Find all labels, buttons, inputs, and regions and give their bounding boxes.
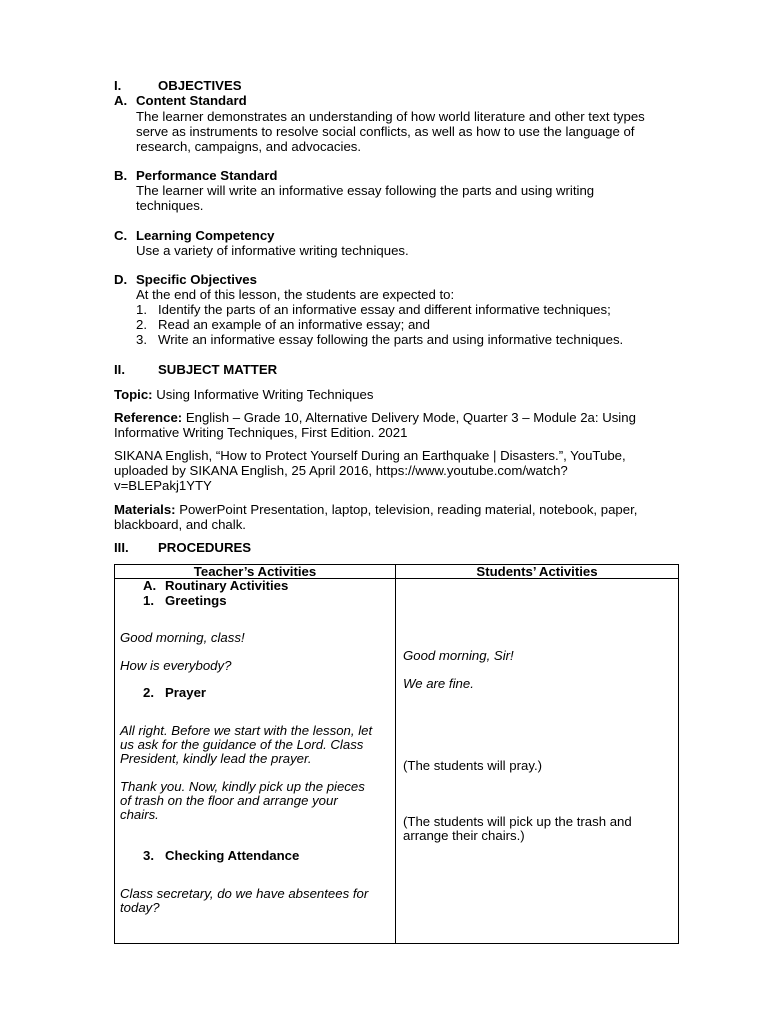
checking-attendance-heading: 3. Checking Attendance (143, 848, 300, 863)
students-activities-header: Students’ Activities (396, 565, 679, 579)
sikana-reference-line: v=BLEPakj1YTY (114, 478, 212, 493)
learning-competency-line: Use a variety of informative writing techniques. (136, 243, 409, 258)
performance-standard-heading: B. Performance Standard (114, 168, 278, 183)
specific-objective-item: 1. Identify the parts of an informative essay and different informative techniques; (136, 302, 611, 317)
students-answer: We are fine. (403, 676, 474, 691)
teacher-question: How is everybody? (120, 658, 232, 673)
materials-line: blackboard, and chalk. (114, 517, 246, 532)
reference-line: Informative Writing Techniques, First Edition. 2021 (114, 425, 408, 440)
students-activities-cell (396, 579, 679, 944)
sikana-reference-line: SIKANA English, “How to Protect Yourself During an Earthquake | Disasters.”, YouTube, (114, 448, 626, 463)
specific-objective-item: 3. Write an informative essay following the parts and using informative techniques. (136, 332, 624, 347)
teacher-prayer-line: President, kindly lead the prayer. (120, 751, 312, 766)
prayer-heading: 2. Prayer (143, 685, 207, 700)
teacher-attendance-line: Class secretary, do we have absentees for (120, 886, 369, 901)
greetings-heading: 1. Greetings (143, 593, 227, 608)
objectives-heading (114, 78, 242, 93)
routinary-activities-heading: A. Routinary Activities (143, 578, 289, 593)
teacher-activities-cell (115, 579, 396, 944)
section-title: OBJECTIVES (158, 78, 242, 93)
teacher-prayer-line: All right. Before we start with the lesson, let (120, 723, 373, 738)
content-standard-line: research, campaigns, and advocacies. (136, 139, 362, 154)
topic-line: Topic: Using Informative Writing Techniques (114, 387, 374, 402)
teacher-attendance-line: today? (120, 900, 160, 915)
teacher-trash-line: chairs. (120, 807, 159, 822)
procedures-table (114, 564, 679, 944)
teacher-activities-header: Teacher’s Activities (115, 565, 396, 579)
students-trash-line: (The students will pick up the trash and (403, 814, 632, 829)
teacher-trash-line: Thank you. Now, kindly pick up the pieces (120, 779, 365, 794)
performance-standard-line: The learner will write an informative essay following the parts and using writing (136, 183, 595, 198)
students-prayer: (The students will pray.) (403, 758, 543, 773)
content-standard-line: serve as instruments to resolve social conflicts, as well as how to use the language of (136, 124, 635, 139)
content-standard-line: The learner demonstrates an understanding of how world literature and other text types (136, 109, 645, 124)
specific-objectives-intro: At the end of this lesson, the students are expected to: (136, 287, 455, 302)
sikana-reference-line: uploaded by SIKANA English, 25 April 2016, https://www.youtube.com/watch? (114, 463, 568, 478)
students-trash-line: arrange their chairs.) (403, 828, 525, 843)
teacher-greeting: Good morning, class! (120, 630, 245, 645)
section-numeral: I. (114, 78, 122, 93)
content-standard-heading: A. Content Standard (114, 93, 247, 108)
procedures-heading: III. PROCEDURES (114, 540, 252, 555)
teacher-prayer-line: us ask for the guidance of the Lord. Class (120, 737, 364, 752)
subject-matter-heading: II. SUBJECT MATTER (114, 362, 278, 377)
specific-objectives-heading: D. Specific Objectives (114, 272, 257, 287)
materials-line: Materials: PowerPoint Presentation, laptop, television, reading material, notebook, paper, (114, 502, 638, 517)
learning-competency-heading: C. Learning Competency (114, 228, 275, 243)
performance-standard-line: techniques. (136, 198, 204, 213)
teacher-trash-line: of trash on the floor and arrange your (120, 793, 338, 808)
reference-line: Reference: English – Grade 10, Alternative Delivery Mode, Quarter 3 – Module 2a: Using (114, 410, 636, 425)
specific-objective-item: 2. Read an example of an informative essay; and (136, 317, 430, 332)
students-greeting: Good morning, Sir! (403, 648, 514, 663)
